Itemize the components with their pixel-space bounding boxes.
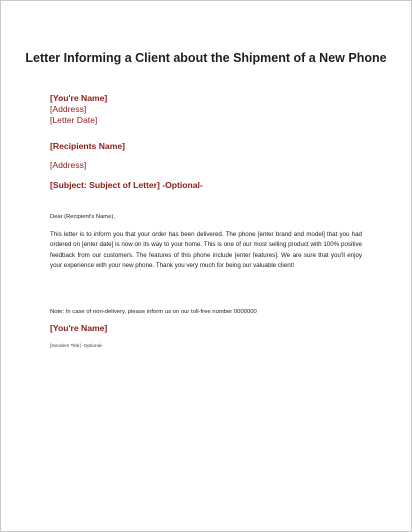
letter-date: [Letter Date] [50,115,98,125]
salutation: Dear (Recipient's Name), [50,214,115,220]
letter-subject: [Subject: Subject of Letter] -Optional- [50,180,203,190]
signature-title: [Senders Title] -Optional- [50,344,104,349]
sender-block [50,93,107,126]
signature-name: [You're Name] [50,323,108,333]
recipient-address: [Address] [50,160,87,170]
letter-body: This letter is to inform you that your order has been delivered. The phone [enter brand and model] that you had ordered on [enter date] is now on its way to your home. This is one of our most selling product with 100% positive feedback from our customers. The features of this phone include [enter features]. We are sure that you'll enjoy your experience with your new phone. Thank you very much for being our valuable client! [50,231,362,269]
document-title: Letter Informing a Client about the Shipment of a New Phone [25,51,387,65]
sender-address: [Address] [50,104,87,114]
sender-name: [You're Name] [50,93,108,103]
recipient-name: [Recipients Name] [50,141,125,151]
delivery-note: Note: In case of non-delivery, please inform us on our toll-free number 0000000 [50,309,257,315]
